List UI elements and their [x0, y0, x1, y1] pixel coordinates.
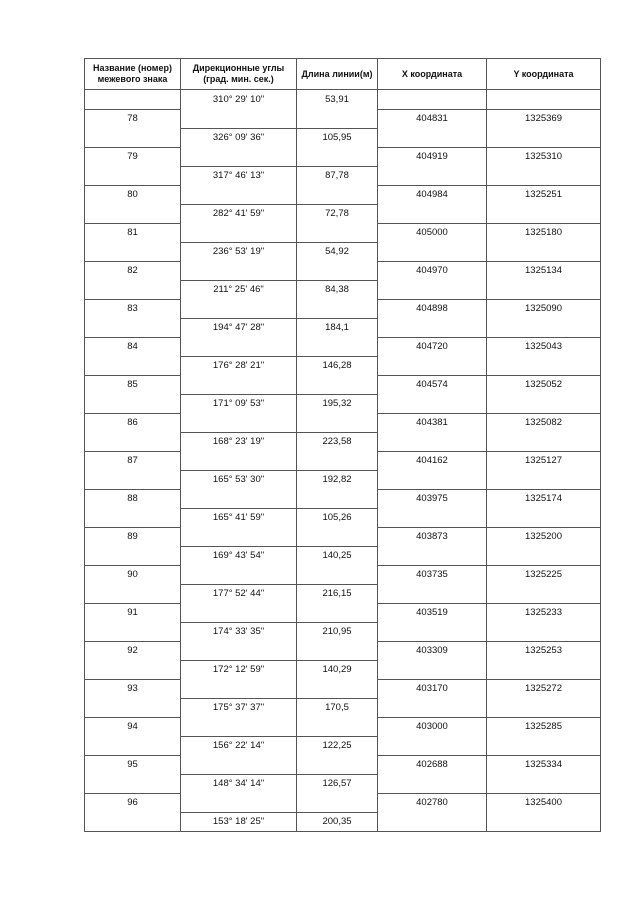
- point-name-cell: 79: [85, 147, 181, 166]
- x-coordinate-cell: 404720: [378, 337, 487, 356]
- line-length-cell: [297, 489, 378, 508]
- y-coordinate-cell: 1325052: [487, 375, 601, 394]
- line-length-cell: 53,91: [297, 90, 378, 110]
- segment-row: [85, 128, 601, 147]
- x-coordinate-cell: [378, 622, 487, 641]
- direction-angle-cell: [181, 755, 297, 774]
- header-x: X координата: [378, 59, 487, 90]
- line-length-cell: [297, 679, 378, 698]
- line-length-cell: 195,32: [297, 394, 378, 413]
- direction-angle-cell: 165° 53' 30": [181, 470, 297, 489]
- line-length-cell: 72,78: [297, 204, 378, 223]
- header-length: Длина линии(м): [297, 59, 378, 90]
- direction-angle-cell: 168° 23' 19": [181, 432, 297, 451]
- segment-row: [85, 546, 601, 565]
- x-coordinate-cell: [378, 204, 487, 223]
- point-name-cell: [85, 508, 181, 527]
- y-coordinate-cell: [487, 128, 601, 147]
- segment-row: [85, 90, 601, 110]
- line-length-cell: [297, 147, 378, 166]
- point-name-cell: 95: [85, 755, 181, 774]
- y-coordinate-cell: 1325310: [487, 147, 601, 166]
- x-coordinate-cell: 404162: [378, 451, 487, 470]
- direction-angle-cell: [181, 223, 297, 242]
- point-row: [85, 489, 601, 508]
- direction-angle-cell: [181, 641, 297, 660]
- x-coordinate-cell: [378, 812, 487, 832]
- direction-angle-cell: 176° 28' 21": [181, 356, 297, 375]
- point-name-cell: 85: [85, 375, 181, 394]
- x-coordinate-cell: [378, 356, 487, 375]
- line-length-cell: [297, 793, 378, 812]
- segment-row: [85, 508, 601, 527]
- y-coordinate-cell: 1325043: [487, 337, 601, 356]
- y-coordinate-cell: [487, 622, 601, 641]
- point-name-cell: [85, 394, 181, 413]
- y-coordinate-cell: 1325180: [487, 223, 601, 242]
- x-coordinate-cell: 404381: [378, 413, 487, 432]
- segment-row: [85, 470, 601, 489]
- line-length-cell: [297, 337, 378, 356]
- line-length-cell: 140,29: [297, 660, 378, 679]
- line-length-cell: 184,1: [297, 318, 378, 337]
- direction-angle-cell: [181, 717, 297, 736]
- y-coordinate-cell: [487, 356, 601, 375]
- line-length-cell: [297, 717, 378, 736]
- point-name-cell: 91: [85, 603, 181, 622]
- direction-angle-cell: 310° 29' 10": [181, 90, 297, 110]
- x-coordinate-cell: [378, 90, 487, 110]
- direction-angle-cell: [181, 147, 297, 166]
- x-coordinate-cell: 403000: [378, 717, 487, 736]
- y-coordinate-cell: [487, 242, 601, 261]
- segment-row: [85, 622, 601, 641]
- point-name-cell: 94: [85, 717, 181, 736]
- direction-angle-cell: [181, 337, 297, 356]
- header-angles: Дирекционные углы (град. мин. сек.): [181, 59, 297, 90]
- boundary-table-sheet: [84, 58, 600, 832]
- direction-angle-cell: 156° 22' 14": [181, 736, 297, 755]
- point-name-cell: 89: [85, 527, 181, 546]
- y-coordinate-cell: [487, 394, 601, 413]
- point-row: [85, 413, 601, 432]
- x-coordinate-cell: [378, 128, 487, 147]
- segment-row: [85, 318, 601, 337]
- direction-angle-cell: 172° 12' 59": [181, 660, 297, 679]
- segment-row: [85, 774, 601, 793]
- y-coordinate-cell: 1325082: [487, 413, 601, 432]
- point-name-cell: 80: [85, 185, 181, 204]
- y-coordinate-cell: [487, 470, 601, 489]
- point-name-cell: [85, 242, 181, 261]
- direction-angle-cell: 175° 37' 37": [181, 698, 297, 717]
- line-length-cell: 192,82: [297, 470, 378, 489]
- line-length-cell: [297, 413, 378, 432]
- y-coordinate-cell: 1325127: [487, 451, 601, 470]
- direction-angle-cell: 211° 25' 46": [181, 280, 297, 299]
- point-name-cell: 78: [85, 109, 181, 128]
- point-name-cell: [85, 736, 181, 755]
- y-coordinate-cell: 1325174: [487, 489, 601, 508]
- line-length-cell: 105,26: [297, 508, 378, 527]
- point-row: [85, 337, 601, 356]
- table-body: [85, 90, 601, 832]
- x-coordinate-cell: [378, 318, 487, 337]
- line-length-cell: 170,5: [297, 698, 378, 717]
- x-coordinate-cell: 404898: [378, 299, 487, 318]
- line-length-cell: [297, 603, 378, 622]
- segment-row: [85, 698, 601, 717]
- y-coordinate-cell: 1325272: [487, 679, 601, 698]
- direction-angle-cell: 236° 53' 19": [181, 242, 297, 261]
- line-length-cell: 54,92: [297, 242, 378, 261]
- x-coordinate-cell: [378, 508, 487, 527]
- point-name-cell: 92: [85, 641, 181, 660]
- line-length-cell: 146,28: [297, 356, 378, 375]
- direction-angle-cell: [181, 489, 297, 508]
- boundary-coordinates-table: [84, 58, 601, 832]
- header-y: Y координата: [487, 59, 601, 90]
- x-coordinate-cell: [378, 470, 487, 489]
- line-length-cell: 122,25: [297, 736, 378, 755]
- y-coordinate-cell: [487, 774, 601, 793]
- y-coordinate-cell: 1325200: [487, 527, 601, 546]
- line-length-cell: 210,95: [297, 622, 378, 641]
- point-row: [85, 185, 601, 204]
- line-length-cell: [297, 375, 378, 394]
- point-name-cell: 87: [85, 451, 181, 470]
- point-name-cell: [85, 622, 181, 641]
- point-row: [85, 261, 601, 280]
- direction-angle-cell: [181, 451, 297, 470]
- y-coordinate-cell: [487, 432, 601, 451]
- line-length-cell: 126,57: [297, 774, 378, 793]
- point-name-cell: 93: [85, 679, 181, 698]
- point-row: [85, 451, 601, 470]
- point-name-cell: 82: [85, 261, 181, 280]
- y-coordinate-cell: 1325285: [487, 717, 601, 736]
- point-name-cell: 84: [85, 337, 181, 356]
- line-length-cell: [297, 451, 378, 470]
- direction-angle-cell: 177° 52' 44": [181, 584, 297, 603]
- table-header-row: [85, 59, 601, 90]
- direction-angle-cell: 317° 46' 13": [181, 166, 297, 185]
- x-coordinate-cell: [378, 394, 487, 413]
- y-coordinate-cell: 1325251: [487, 185, 601, 204]
- point-row: [85, 565, 601, 584]
- x-coordinate-cell: [378, 774, 487, 793]
- x-coordinate-cell: [378, 698, 487, 717]
- line-length-cell: 200,35: [297, 812, 378, 832]
- point-row: [85, 717, 601, 736]
- y-coordinate-cell: [487, 660, 601, 679]
- y-coordinate-cell: 1325090: [487, 299, 601, 318]
- point-name-cell: 88: [85, 489, 181, 508]
- line-length-cell: 84,38: [297, 280, 378, 299]
- x-coordinate-cell: 404919: [378, 147, 487, 166]
- y-coordinate-cell: [487, 812, 601, 832]
- y-coordinate-cell: 1325369: [487, 109, 601, 128]
- segment-row: [85, 736, 601, 755]
- line-length-cell: 223,58: [297, 432, 378, 451]
- x-coordinate-cell: [378, 736, 487, 755]
- segment-row: [85, 356, 601, 375]
- y-coordinate-cell: 1325253: [487, 641, 601, 660]
- direction-angle-cell: 153° 18' 25": [181, 812, 297, 832]
- segment-row: [85, 166, 601, 185]
- y-coordinate-cell: [487, 166, 601, 185]
- y-coordinate-cell: [487, 90, 601, 110]
- y-coordinate-cell: [487, 508, 601, 527]
- point-row: [85, 147, 601, 166]
- direction-angle-cell: [181, 375, 297, 394]
- point-name-cell: [85, 546, 181, 565]
- y-coordinate-cell: [487, 280, 601, 299]
- point-name-cell: [85, 660, 181, 679]
- direction-angle-cell: [181, 299, 297, 318]
- y-coordinate-cell: [487, 698, 601, 717]
- direction-angle-cell: [181, 185, 297, 204]
- direction-angle-cell: 148° 34' 14": [181, 774, 297, 793]
- x-coordinate-cell: 404984: [378, 185, 487, 204]
- x-coordinate-cell: 403735: [378, 565, 487, 584]
- x-coordinate-cell: 403170: [378, 679, 487, 698]
- point-name-cell: [85, 318, 181, 337]
- direction-angle-cell: [181, 793, 297, 812]
- point-name-cell: [85, 356, 181, 375]
- point-row: [85, 793, 601, 812]
- x-coordinate-cell: [378, 584, 487, 603]
- direction-angle-cell: [181, 603, 297, 622]
- direction-angle-cell: [181, 261, 297, 280]
- line-length-cell: 105,95: [297, 128, 378, 147]
- direction-angle-cell: [181, 679, 297, 698]
- point-name-cell: [85, 698, 181, 717]
- x-coordinate-cell: 403873: [378, 527, 487, 546]
- x-coordinate-cell: 404574: [378, 375, 487, 394]
- point-row: [85, 641, 601, 660]
- x-coordinate-cell: 402688: [378, 755, 487, 774]
- segment-row: [85, 660, 601, 679]
- y-coordinate-cell: [487, 584, 601, 603]
- y-coordinate-cell: 1325400: [487, 793, 601, 812]
- point-name-cell: [85, 128, 181, 147]
- point-row: [85, 679, 601, 698]
- direction-angle-cell: [181, 109, 297, 128]
- header-name: Название (номер) межевого знака: [85, 59, 181, 90]
- point-name-cell: [85, 774, 181, 793]
- x-coordinate-cell: 404831: [378, 109, 487, 128]
- x-coordinate-cell: 404970: [378, 261, 487, 280]
- x-coordinate-cell: [378, 166, 487, 185]
- y-coordinate-cell: 1325334: [487, 755, 601, 774]
- line-length-cell: [297, 641, 378, 660]
- point-name-cell: 96: [85, 793, 181, 812]
- direction-angle-cell: 169° 43' 54": [181, 546, 297, 565]
- point-name-cell: [85, 90, 181, 110]
- segment-row: [85, 242, 601, 261]
- point-row: [85, 603, 601, 622]
- direction-angle-cell: [181, 413, 297, 432]
- point-name-cell: [85, 812, 181, 832]
- x-coordinate-cell: [378, 280, 487, 299]
- direction-angle-cell: 326° 09' 36": [181, 128, 297, 147]
- x-coordinate-cell: 403975: [378, 489, 487, 508]
- y-coordinate-cell: [487, 204, 601, 223]
- x-coordinate-cell: [378, 242, 487, 261]
- point-name-cell: 86: [85, 413, 181, 432]
- x-coordinate-cell: 403309: [378, 641, 487, 660]
- x-coordinate-cell: [378, 546, 487, 565]
- point-name-cell: [85, 166, 181, 185]
- point-name-cell: [85, 432, 181, 451]
- line-length-cell: [297, 565, 378, 584]
- point-row: [85, 299, 601, 318]
- segment-row: [85, 280, 601, 299]
- line-length-cell: 87,78: [297, 166, 378, 185]
- point-row: [85, 527, 601, 546]
- line-length-cell: [297, 185, 378, 204]
- y-coordinate-cell: [487, 318, 601, 337]
- line-length-cell: [297, 755, 378, 774]
- point-name-cell: [85, 204, 181, 223]
- x-coordinate-cell: 402780: [378, 793, 487, 812]
- point-name-cell: 90: [85, 565, 181, 584]
- point-name-cell: [85, 280, 181, 299]
- y-coordinate-cell: 1325134: [487, 261, 601, 280]
- direction-angle-cell: [181, 565, 297, 584]
- point-name-cell: [85, 470, 181, 489]
- segment-row: [85, 394, 601, 413]
- segment-row: [85, 204, 601, 223]
- x-coordinate-cell: 403519: [378, 603, 487, 622]
- y-coordinate-cell: 1325225: [487, 565, 601, 584]
- direction-angle-cell: 282° 41' 59": [181, 204, 297, 223]
- line-length-cell: 140,25: [297, 546, 378, 565]
- direction-angle-cell: 171° 09' 53": [181, 394, 297, 413]
- direction-angle-cell: [181, 527, 297, 546]
- y-coordinate-cell: [487, 546, 601, 565]
- point-row: [85, 109, 601, 128]
- line-length-cell: 216,15: [297, 584, 378, 603]
- x-coordinate-cell: [378, 660, 487, 679]
- line-length-cell: [297, 223, 378, 242]
- point-row: [85, 223, 601, 242]
- line-length-cell: [297, 109, 378, 128]
- direction-angle-cell: 165° 41' 59": [181, 508, 297, 527]
- line-length-cell: [297, 299, 378, 318]
- point-name-cell: [85, 584, 181, 603]
- y-coordinate-cell: 1325233: [487, 603, 601, 622]
- point-row: [85, 755, 601, 774]
- point-row: [85, 375, 601, 394]
- point-name-cell: 81: [85, 223, 181, 242]
- direction-angle-cell: 194° 47' 28": [181, 318, 297, 337]
- line-length-cell: [297, 261, 378, 280]
- x-coordinate-cell: 405000: [378, 223, 487, 242]
- point-name-cell: 83: [85, 299, 181, 318]
- line-length-cell: [297, 527, 378, 546]
- segment-row: [85, 432, 601, 451]
- segment-row: [85, 812, 601, 832]
- x-coordinate-cell: [378, 432, 487, 451]
- y-coordinate-cell: [487, 736, 601, 755]
- segment-row: [85, 584, 601, 603]
- direction-angle-cell: 174° 33' 35": [181, 622, 297, 641]
